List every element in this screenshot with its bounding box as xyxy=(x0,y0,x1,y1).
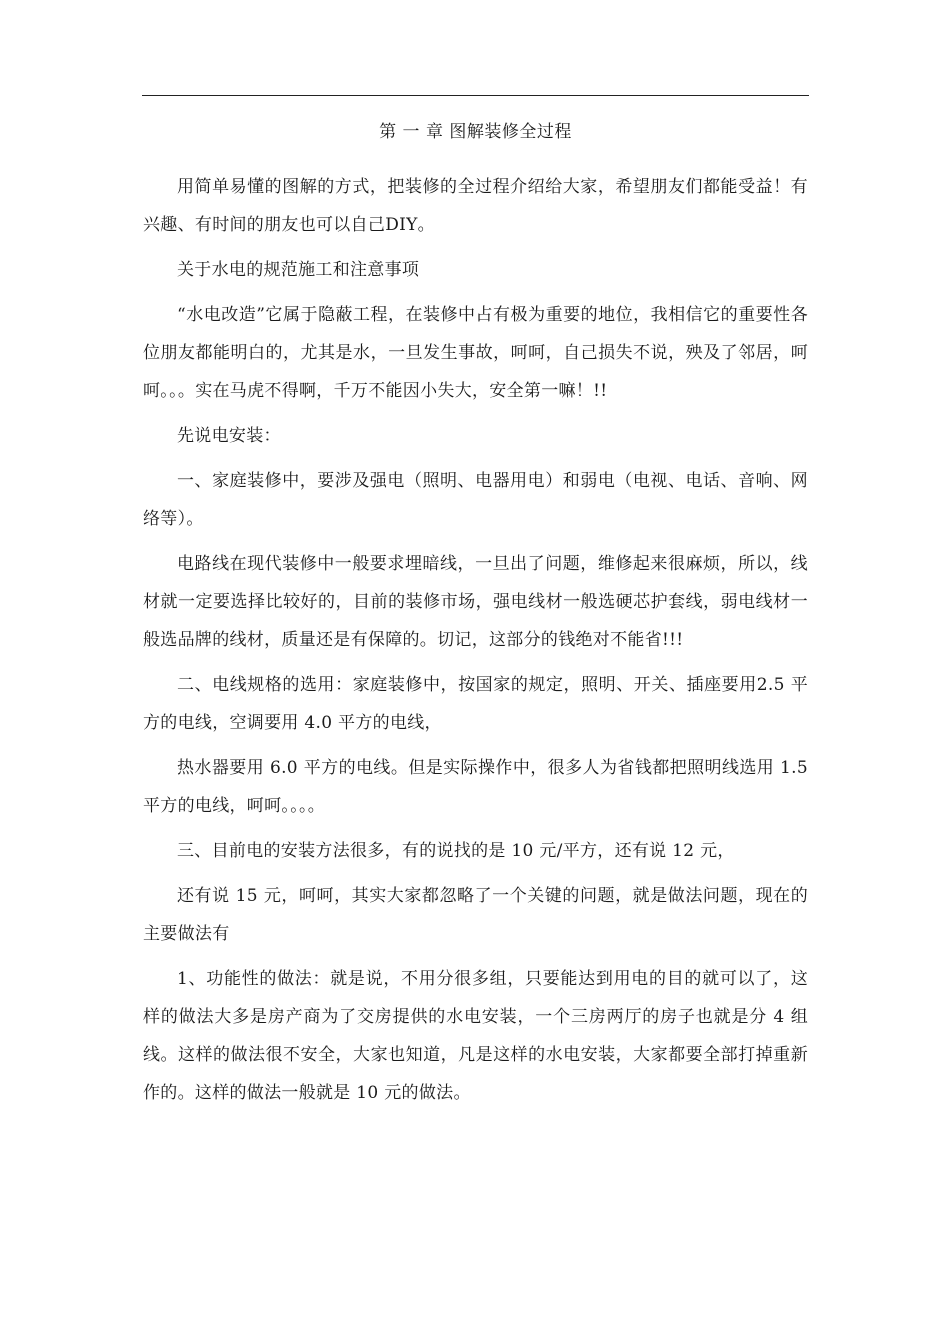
paragraph-point-two: 二、电线规格的选用：家庭装修中，按国家的规定，照明、开关、插座要用2.5 平方的电线，空调要用 4.0 平方的电线， xyxy=(143,675,808,733)
header-rule xyxy=(142,95,809,96)
paragraph-electric-install: 先说电安装： xyxy=(177,426,281,446)
paragraph-point-one: 一、家庭装修中，要涉及强电（照明、电器用电）和弱电（电视、电话、音响、网络等）。 xyxy=(143,471,808,529)
paragraph-functional-method: 1、功能性的做法：就是说，不用分很多组，只要能达到用电的目的就可以了，这样的做法大多是房产商为了交房提供的水电安装，一个三房两厅的房子也就是分 4 组线。这样的做法很不安全，大家也知道，凡是这样的水电安装，大家都要全部打掉重新作的。这样的做法一般就是 10 元的做法。 xyxy=(143,969,808,1103)
paragraph-point-three: 三、目前电的安装方法很多，有的说找的是 10 元/平方，还有说 12 元， xyxy=(177,841,735,861)
paragraph-water-electric: “水电改造”它属于隐蔽工程，在装修中占有极为重要的地位，我相信它的重要性各位朋友都能明白的，尤其是水，一旦发生事故，呵呵，自己损失不说，殃及了邻居，呵呵。。。实在马虎不得啊，千万不能因小失大，安全第一嘛！!! xyxy=(143,305,808,401)
paragraph-methods: 还有说 15 元，呵呵，其实大家都忽略了一个关键的问题，就是做法问题，现在的主要做法有 xyxy=(143,886,808,944)
chapter-title: 第 一 章 图解装修全过程 xyxy=(379,122,572,142)
paragraph-intro: 用简单易懂的图解的方式，把装修的全过程介绍给大家，希望朋友们都能受益！有兴趣、有时间的朋友也可以自己DIY。 xyxy=(143,177,808,235)
document-body xyxy=(143,116,808,1119)
paragraph-section-heading: 关于水电的规范施工和注意事项 xyxy=(177,260,420,280)
paragraph-water-heater: 热水器要用 6.0 平方的电线。但是实际操作中，很多人为省钱都把照明线选用 1.5 平方的电线，呵呵。。。。 xyxy=(143,758,808,816)
paragraph-wiring: 电路线在现代装修中一般要求埋暗线，一旦出了问题，维修起来很麻烦，所以，线材就一定要选择比较好的，目前的装修市场，强电线材一般选硬芯护套线，弱电线材一般选品牌的线材，质量还是有保障的。切记，这部分的钱绝对不能省!!! xyxy=(143,554,808,650)
